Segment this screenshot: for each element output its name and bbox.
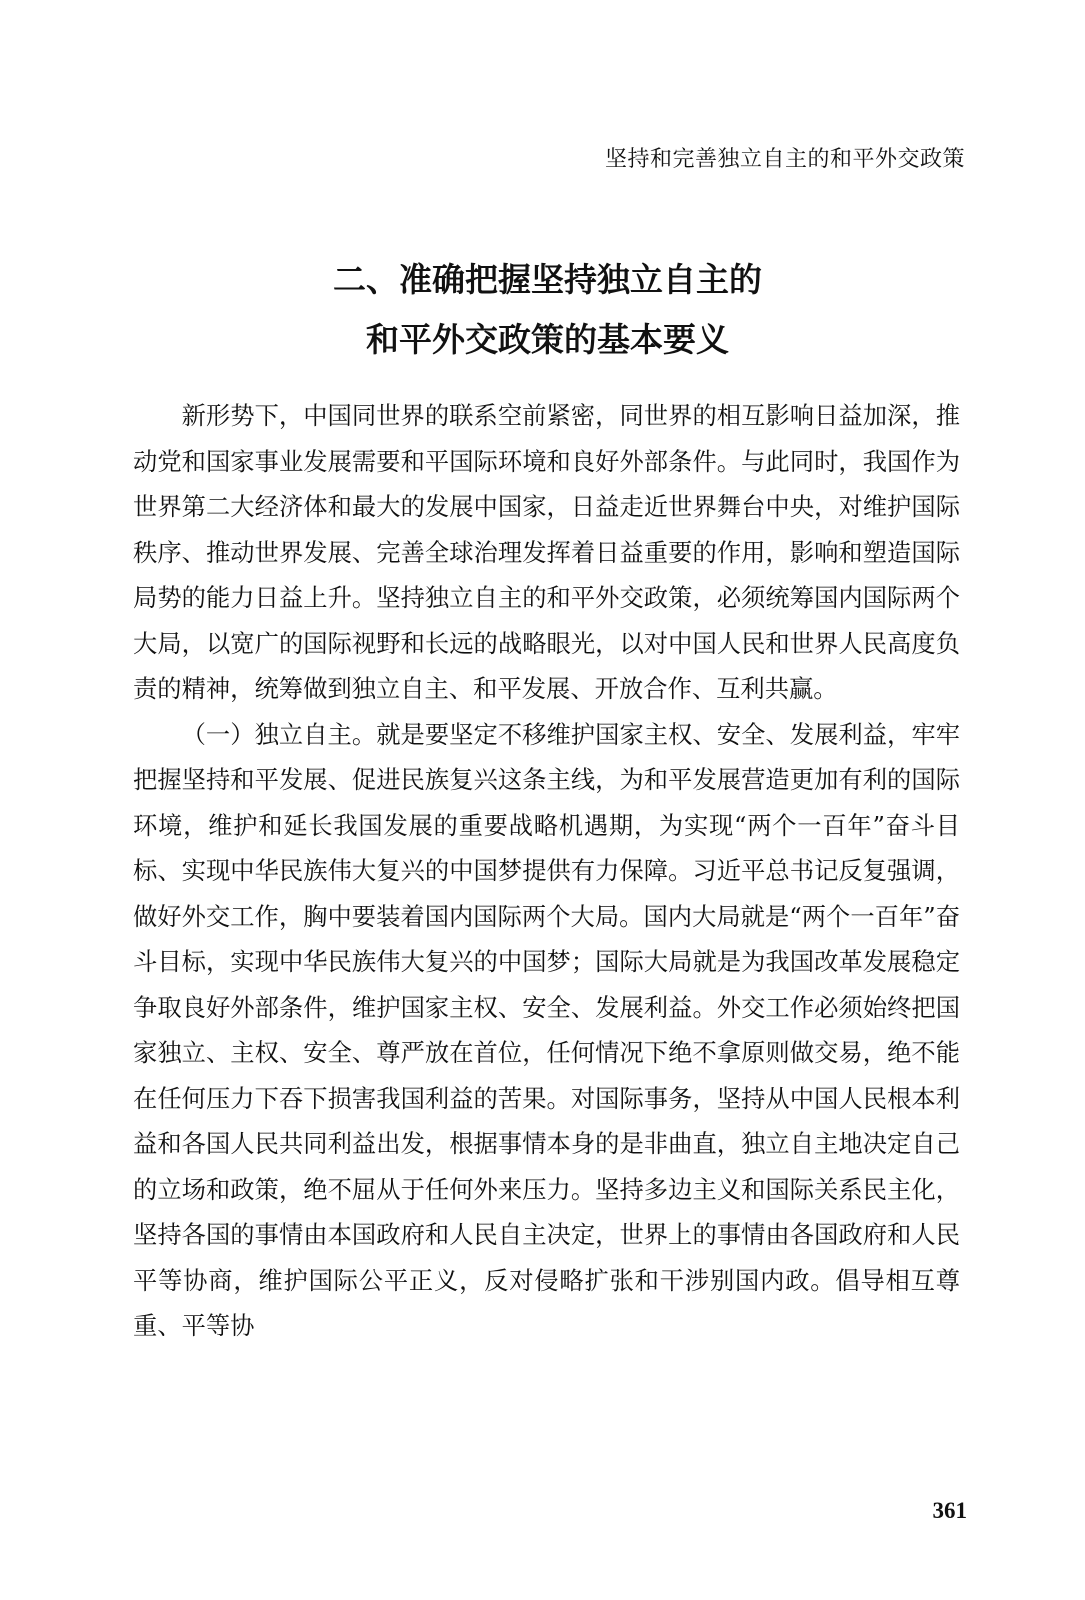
section-title-line-2: 和平外交政策的基本要义 [366,320,729,359]
paragraph-1: 新形势下，中国同世界的联系空前紧密，同世界的相互影响日益加深，推动党和国家事业发展需要和平国际环境和良好外部条件。与此同时，我国作为世界第二大经济体和最大的发展中国家，日益走近世界舞台中央，对维护国际秩序、推动世界发展、完善全球治理发挥着日益重要的作用，影响和塑造国际局势的能力日益上升。坚持独立自主的和平外交政策，必须统筹国内国际两个大局，以宽广的国际视野和长远的战略眼光，以对中国人民和世界人民高度负责的精神，统筹做到独立自主、和平发展、开放合作、互利共赢。 [133,401,960,703]
page-number: 361 [932,1498,967,1523]
paragraph-2 [133,712,960,1349]
section-title-line-1: 二、准确把握坚持独立自主的 [333,260,762,299]
running-header: 坚持和完善独立自主的和平外交政策 [604,147,965,172]
body-text [133,393,960,1349]
paragraph-2-text: 就是要坚定不移维护国家主权、安全、发展利益，牢牢把握坚持和平发展、促进民族复兴这条主线，为和平发展营造更加有利的国际环境，维护和延长我国发展的重要战略机遇期，为实现“两个一百年”奋斗目标、实现中华民族伟大复兴的中国梦提供有力保障。习近平总书记反复强调，做好外交工作，胸中要装着国内国际两个大局。国内大局就是“两个一百年”奋斗目标，实现中华民族伟大复兴的中国梦；国际大局就是为我国改革发展稳定争取良好外部条件，维护国家主权、安全、发展利益。外交工作必须始终把国家独立、主权、安全、尊严放在首位，任何情况下绝不拿原则做交易，绝不能在任何压力下吞下损害我国利益的苦果。对国际事务，坚持从中国人民根本利益和各国人民共同利益出发，根据事情本身的是非曲直，独立自主地决定自己的立场和政策，绝不屈从于任何外来压力。坚持多边主义和国际关系民主化，坚持各国的事情由本国政府和人民自主决定，世界上的事情由各国政府和人民平等协商，维护国际公平正义，反对侵略扩张和干涉别国内政。倡导相互尊重、平等协 [133,719,960,1340]
subsection-label: （一）独立自主。 [181,719,377,749]
section-title [0,250,1085,370]
